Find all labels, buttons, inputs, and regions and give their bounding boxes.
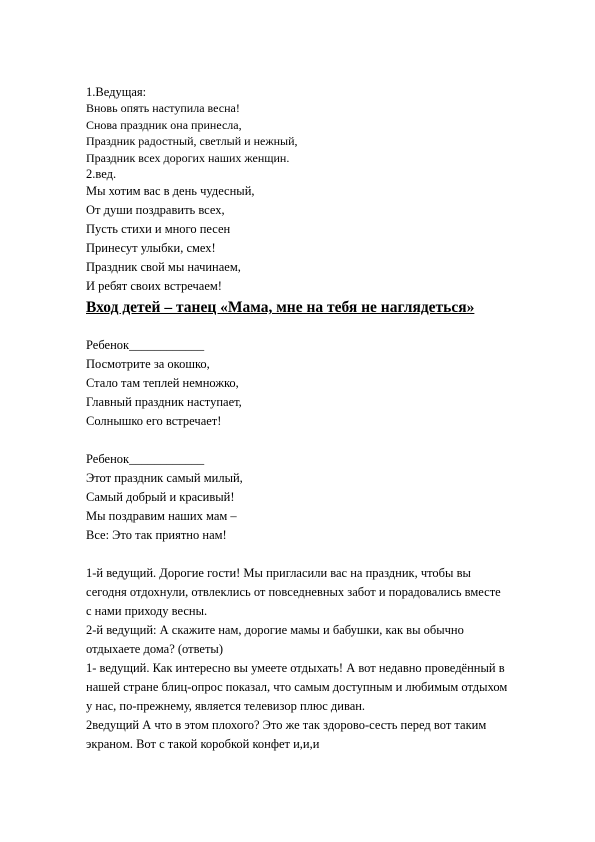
speaker-child-2: Ребенок____________ [86, 452, 205, 466]
poem-line: Пусть стихи и много песен [86, 222, 231, 236]
poem-line: Снова праздник она принесла, [86, 117, 242, 132]
dialogue-line: 1-й ведущий. Дорогие гости! Мы пригласили вас на праздник, чтобы вы [86, 566, 471, 580]
dialogue-line: нашей стране блиц-опрос показал, что самым доступным и любимым отдыхом [86, 680, 508, 694]
speaker-host-1: 1.Ведущая: [86, 85, 147, 99]
poem-line: Все: Это так приятно нам! [86, 528, 227, 542]
dialogue-line: у нас, по-прежнему, является телевизор плюс диван. [86, 699, 366, 713]
dialogue-line: отдыхаете дома? (ответы) [86, 642, 223, 656]
poem-line: Мы хотим вас в день чудесный, [86, 184, 255, 198]
poem-line: Принесут улыбки, смех! [86, 241, 216, 255]
dialogue-line: экраном. Вот с такой коробкой конфет и,и,и [86, 737, 320, 751]
section-host-2 [86, 166, 566, 296]
dialogue-line: 2ведущий А что в этом плохого? Это же так здорово-сесть перед вот таким [86, 718, 487, 732]
speaker-host-2: 2.вед. [86, 167, 117, 181]
poem-line: Посмотрите за окошко, [86, 357, 210, 371]
dialogue-line: с нами приходу весны. [86, 604, 208, 618]
dialogue-line: 1- ведущий. Как интересно вы умеете отдыхать! А вот недавно проведённый в [86, 661, 505, 675]
speaker-child-1: Ребенок____________ [86, 338, 205, 352]
poem-line: Солнышко его встречает! [86, 414, 222, 428]
poem-line: Вновь опять наступила весна! [86, 101, 240, 115]
document-content [86, 84, 566, 754]
section-host-1 [86, 84, 566, 166]
poem-line: Мы поздравим наших мам – [86, 509, 237, 523]
section-child-2 [86, 450, 566, 545]
poem-line: И ребят своих встречаем! [86, 279, 222, 293]
dialogue-line: сегодня отдохнули, отвлеклись от повседневных забот и порадовались вместе [86, 585, 501, 599]
section-child-1 [86, 336, 566, 431]
poem-line: Самый добрый и красивый! [86, 490, 235, 504]
poem-line: Праздник свой мы начинаем, [86, 260, 241, 274]
poem-line: Праздник всех дорогих наших женщин. [86, 150, 290, 165]
poem-line: Главный праздник наступает, [86, 395, 242, 409]
dialogue-line: 2-й ведущий: А скажите нам, дорогие мамы и бабушки, как вы обычно [86, 623, 464, 637]
dialogue-section [86, 564, 566, 754]
poem-line: Стало там теплей немножко, [86, 376, 239, 390]
poem-line: От души поздравить всех, [86, 203, 225, 217]
poem-line: Этот праздник самый милый, [86, 471, 243, 485]
section-heading: Вход детей – танец «Мама, мне на тебя не наглядеться» [86, 299, 475, 316]
poem-line: Праздник радостный, светлый и нежный, [86, 134, 298, 148]
